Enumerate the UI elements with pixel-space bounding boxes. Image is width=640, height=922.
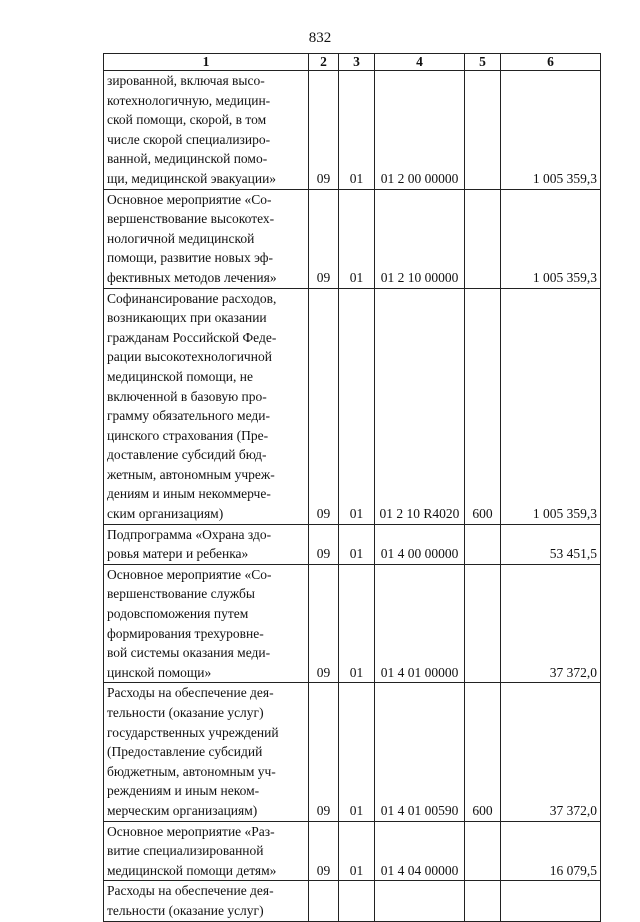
- row-target-cell: 01 4 00 00000: [375, 524, 465, 564]
- row-expense-type-cell: [465, 881, 501, 921]
- table-row: [104, 288, 601, 524]
- budget-table: [103, 53, 601, 922]
- row-amount-cell: 53 451,5: [501, 524, 601, 564]
- row-expense-type-cell: 600: [465, 683, 501, 821]
- row-name-line: тельности (оказание услуг): [107, 902, 264, 918]
- row-subsection-cell: 01: [339, 564, 375, 683]
- row-name-line: ровья матери и ребенка»: [107, 546, 249, 562]
- row-name-cell: [104, 288, 309, 524]
- header-row: [104, 54, 601, 71]
- row-amount-cell: [501, 881, 601, 921]
- row-target-cell: 01 2 10 00000: [375, 189, 465, 288]
- row-name-cell: [104, 564, 309, 683]
- row-name-line: дениям и иным некоммерче-: [107, 486, 271, 502]
- row-name-line: ванной, медицинской помо-: [107, 151, 268, 167]
- row-name-line: котехнологичную, медицин-: [107, 92, 271, 108]
- row-name-line: государственных учреждений: [107, 724, 279, 740]
- row-name-line: родовспоможения путем: [107, 606, 249, 622]
- row-name-line: Основное мероприятие «Раз-: [107, 823, 275, 839]
- row-name-line: Софинансирование расходов,: [107, 290, 277, 306]
- row-amount-cell: 1 005 359,3: [501, 288, 601, 524]
- row-name-line: ским организациям): [107, 506, 224, 522]
- table-row: [104, 821, 601, 881]
- row-name-line: формирования трехуровне-: [107, 625, 264, 641]
- row-expense-type-cell: 600: [465, 288, 501, 524]
- table-row: [104, 564, 601, 683]
- header-col-5: 5: [465, 54, 501, 71]
- row-name-line: доставление субсидий бюд-: [107, 447, 267, 463]
- row-amount-cell: 16 079,5: [501, 821, 601, 881]
- row-target-cell: 01 2 00 00000: [375, 71, 465, 190]
- row-name-line: цинского страхования (Пре-: [107, 427, 269, 443]
- row-name-line: медицинской помощи детям»: [107, 862, 277, 878]
- row-name-line: Основное мероприятие «Со-: [107, 191, 272, 207]
- row-name-line: Подпрограмма «Охрана здо-: [107, 526, 272, 542]
- row-expense-type-cell: [465, 71, 501, 190]
- row-name-cell: [104, 881, 309, 921]
- row-name-line: фективных методов лечения»: [107, 269, 277, 285]
- row-section-cell: [309, 881, 339, 921]
- row-section-cell: 09: [309, 821, 339, 881]
- header-col-6: 6: [501, 54, 601, 71]
- row-subsection-cell: 01: [339, 524, 375, 564]
- row-name-line: вершенствование высокотех-: [107, 211, 275, 227]
- row-subsection-cell: 01: [339, 821, 375, 881]
- row-expense-type-cell: [465, 189, 501, 288]
- table-body: [104, 71, 601, 922]
- row-name-line: бюджетным, автономным уч-: [107, 763, 276, 779]
- row-target-cell: 01 4 01 00590: [375, 683, 465, 821]
- header-col-1: 1: [104, 54, 309, 71]
- table-row: [104, 683, 601, 821]
- row-name-line: Основное мероприятие «Со-: [107, 566, 272, 582]
- row-name-cell: [104, 189, 309, 288]
- page-number: 832: [308, 30, 332, 46]
- row-section-cell: 09: [309, 71, 339, 190]
- row-section-cell: 09: [309, 189, 339, 288]
- row-section-cell: 09: [309, 288, 339, 524]
- row-subsection-cell: 01: [339, 288, 375, 524]
- row-name-line: витие специализированной: [107, 843, 264, 859]
- row-name-line: (Предоставление субсидий: [107, 744, 263, 760]
- row-name-line: медицинской помощи, не: [107, 368, 253, 384]
- row-subsection-cell: 01: [339, 71, 375, 190]
- row-name-line: вой системы оказания меди-: [107, 645, 271, 661]
- row-name-line: зированной, включая высо-: [107, 73, 265, 88]
- row-name-line: реждениям и иным неком-: [107, 783, 260, 799]
- row-name-cell: [104, 821, 309, 881]
- row-name-line: возникающих при оказании: [107, 310, 267, 326]
- row-name-line: тельности (оказание услуг): [107, 705, 264, 720]
- table-row: [104, 71, 601, 190]
- row-name-line: рации высокотехнологичной: [107, 349, 272, 365]
- row-name-cell: [104, 71, 309, 190]
- row-name-line: мерческим организациям): [107, 802, 258, 818]
- row-name-line: вершенствование службы: [107, 586, 255, 602]
- row-name-line: грамму обязательного меди-: [107, 408, 270, 424]
- row-amount-cell: 37 372,0: [501, 683, 601, 821]
- row-section-cell: 09: [309, 524, 339, 564]
- row-target-cell: 01 2 10 R4020: [375, 288, 465, 524]
- row-name-line: включенной в базовую про-: [107, 388, 267, 404]
- table-row: [104, 881, 601, 921]
- row-expense-type-cell: [465, 564, 501, 683]
- row-subsection-cell: 01: [339, 683, 375, 821]
- row-subsection-cell: [339, 881, 375, 921]
- header-col-2: 2: [309, 54, 339, 71]
- row-name-cell: [104, 524, 309, 564]
- header-col-3: 3: [339, 54, 375, 71]
- row-name-line: цинской помощи»: [107, 664, 212, 680]
- row-expense-type-cell: [465, 821, 501, 881]
- row-amount-cell: 37 372,0: [501, 564, 601, 683]
- row-name-line: Расходы на обеспечение дея-: [107, 883, 274, 899]
- row-name-line: Расходы на обеспечение дея-: [107, 685, 274, 701]
- row-name-line: нологичной медицинской: [107, 230, 255, 246]
- row-target-cell: 01 4 01 00000: [375, 564, 465, 683]
- row-amount-cell: 1 005 359,3: [501, 71, 601, 190]
- row-name-line: жетным, автономным учреж-: [107, 466, 275, 482]
- row-subsection-cell: 01: [339, 189, 375, 288]
- row-name-line: числе скорой специализиро-: [107, 131, 271, 147]
- row-name-line: гражданам Российской Феде-: [107, 329, 277, 345]
- row-expense-type-cell: [465, 524, 501, 564]
- row-name-line: щи, медицинской эвакуации»: [107, 170, 277, 186]
- row-amount-cell: 1 005 359,3: [501, 189, 601, 288]
- table-row: [104, 524, 601, 564]
- row-name-line: ской помощи, скорой, в том: [107, 112, 267, 128]
- table-row: [104, 189, 601, 288]
- row-target-cell: 01 4 04 00000: [375, 821, 465, 881]
- header-col-4: 4: [375, 54, 465, 71]
- row-target-cell: [375, 881, 465, 921]
- row-name-cell: [104, 683, 309, 821]
- row-section-cell: 09: [309, 683, 339, 821]
- row-name-line: помощи, развитие новых эф-: [107, 250, 274, 266]
- row-section-cell: 09: [309, 564, 339, 683]
